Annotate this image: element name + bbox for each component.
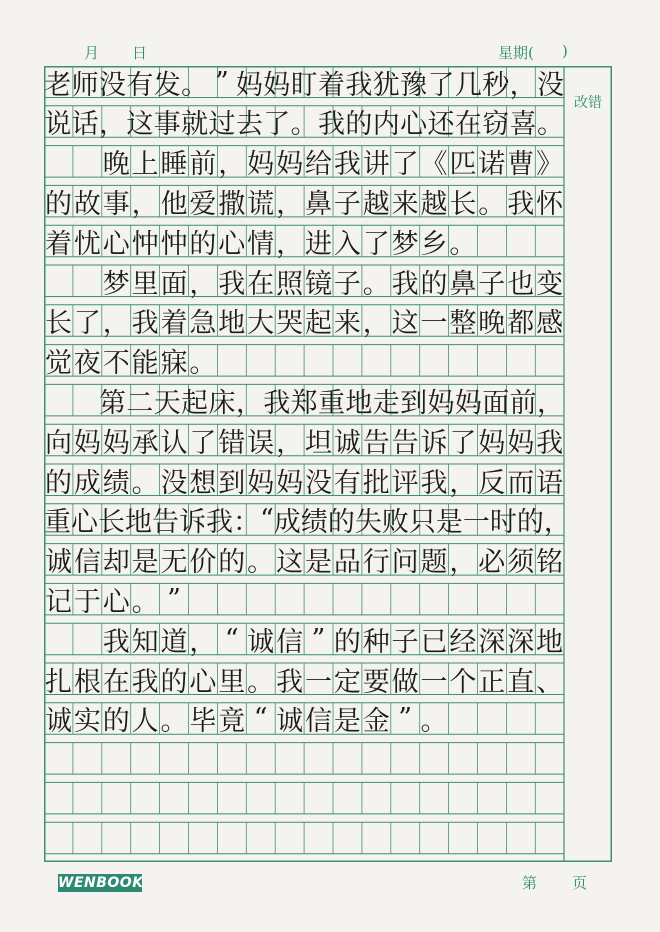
- composition-line: 的 故 事 ， 他 爱 撒 谎 ， 鼻 子 越 来 越 长 。 我 怀: [44, 188, 564, 220]
- composition-line: [44, 737, 564, 781]
- composition-line: 向 妈 妈 承 认 了 错 误 ， 坦 诚 告 告 诉 了 妈 妈 我: [44, 427, 564, 459]
- day-label: 日: [132, 44, 148, 62]
- composition-line: 记 于 心 。 ”: [44, 583, 181, 618]
- correction-column-label: 改错: [574, 95, 602, 111]
- composition-line: 着 忧 心 忡 忡 的 心 情 ， 进 入 了 梦 乡 。: [44, 228, 477, 260]
- composition-line: 重 心 长 地 告 诉 我 ： “ 成 绩 的 失 败 只 是 一 时 的 ，: [44, 504, 571, 539]
- composition-line: 觉 夜 不 能 寐 。: [44, 348, 217, 380]
- composition-line: 我 知 道 ， “ 诚 信 ” 的 种 子 已 经 深 深 地: [102, 623, 564, 658]
- composition-line: 诚 信 却 是 无 价 的 。 这 是 品 行 问 题 ， 必 须 铭: [44, 547, 564, 579]
- composition-line: [44, 776, 564, 820]
- composition-line: 的 成 绩 。 没 想 到 妈 妈 没 有 批 评 我 ， 反 而 语: [44, 467, 564, 499]
- composition-line: 晚 上 睡 前 ， 妈 妈 给 我 讲 了 《 匹 诺 曹 》: [102, 149, 564, 181]
- page-label-suffix: 页: [572, 874, 588, 892]
- composition-line: 梦 里 面 ， 我 在 照 镜 子 。 我 的 鼻 子 也 变: [102, 268, 564, 300]
- composition-line: 老 师 没 有 发 。 ” 妈 妈 盯 着 我 犹 豫 了 几 秒 ， 没: [44, 66, 564, 101]
- composition-line: 长 了 ， 我 着 急 地 大 哭 起 来 ， 这 一 整 晚 都 感: [44, 308, 564, 340]
- composition-grid-sheet: [44, 66, 612, 862]
- composition-line: 第 二 天 起 床 ， 我 郑 重 地 走 到 妈 妈 面 前 ，: [98, 387, 564, 419]
- composition-line: [44, 816, 564, 860]
- weekday-label: 星期(: [498, 44, 534, 62]
- composition-line: 说 话 ， 这 事 就 过 去 了 。 我 的 内 心 还 在 窃 喜 。: [44, 109, 564, 141]
- brand-logo: WENBOOK: [58, 875, 144, 891]
- month-label: 月: [84, 44, 100, 62]
- composition-line: 扎 根 在 我 的 心 里 。 我 一 定 要 做 一 个 正 直 、: [44, 666, 564, 698]
- composition-line: 诚 实 的 人 。 毕 竟 “ 诚 信 是 金 ” 。: [44, 703, 448, 738]
- weekday-close-paren: ): [562, 42, 568, 60]
- page-label-prefix: 第: [522, 874, 538, 892]
